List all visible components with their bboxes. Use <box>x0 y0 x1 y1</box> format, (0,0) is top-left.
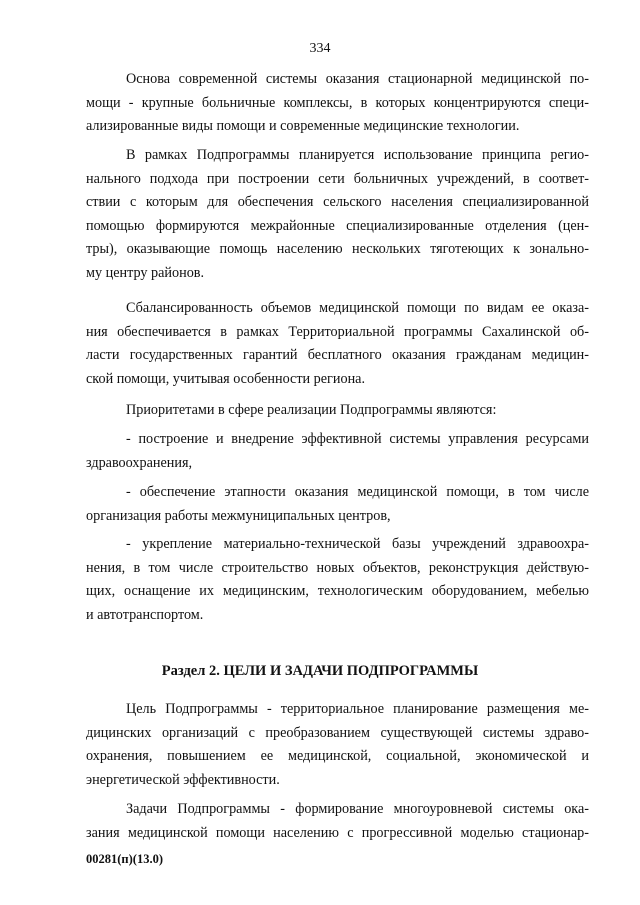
paragraph-1 <box>86 68 589 139</box>
paragraph-2 <box>86 144 589 285</box>
text-line: ствии с которым для обеспечения сельского населения специализированной <box>86 194 589 210</box>
text-line: Основа современной системы оказания стационарной медицинской по- <box>126 71 589 87</box>
text-line: Сбалансированность объемов медицинской помощи по видам ее оказа- <box>126 300 589 316</box>
paragraph-tasks <box>86 798 589 845</box>
text-line: - укрепление материально-технической базы учреждений здравоохра- <box>126 536 589 552</box>
list-item-1 <box>86 428 589 475</box>
document-code: 00281(п)(13.0) <box>86 852 163 866</box>
paragraph-goal <box>86 698 589 792</box>
text-line: организация работы межмуниципальных центров, <box>86 507 391 524</box>
text-line: энергетической эффективности. <box>86 771 280 788</box>
text-line: му центру районов. <box>86 264 205 281</box>
text-line: Цель Подпрограммы - территориальное планирование размещения ме- <box>126 701 589 717</box>
text-line: - построение и внедрение эффективной системы управления ресурсами <box>126 431 589 447</box>
text-line: охранения, повышением ее медицинской, социальной, экономической и <box>86 748 589 764</box>
text-line: Задачи Подпрограммы - формирование многоуровневой системы ока- <box>126 801 589 817</box>
text-line: дицинских организаций с преобразованием существующей системы здраво- <box>86 724 589 741</box>
section-heading: Раздел 2. ЦЕЛИ И ЗАДАЧИ ПОДПРОГРАММЫ <box>161 663 479 679</box>
text-line: мощи - крупные больничные комплексы, в которых концентрируются специ- <box>86 94 589 111</box>
text-line: здравоохранения, <box>86 454 193 471</box>
text-line: В рамках Подпрограммы планируется использование принципа регио- <box>126 147 589 163</box>
text-line: - обеспечение этапности оказания медицинской помощи, в том числе <box>126 484 589 500</box>
text-line: Приоритетами в сфере реализации Подпрограммы являются: <box>126 402 497 418</box>
paragraph-3 <box>86 297 589 391</box>
text-line: зания медицинской помощи населению с прогрессивной моделью стационар- <box>86 824 589 841</box>
text-line: щих, оснащение их медицинским, технологическим оборудованием, мебелью <box>86 583 589 599</box>
text-line: помощью формируются межрайонные специализированные отделения (цен- <box>86 217 589 234</box>
text-line: нения, в том числе строительство новых объектов, реконструкция действую- <box>86 559 589 576</box>
text-line: ской помощи, учитывая особенности региона. <box>86 370 366 387</box>
text-line: ния обеспечивается в рамках Территориальной программы Сахалинской об- <box>86 323 589 340</box>
text-line: и автотранспортом. <box>86 606 204 623</box>
list-item-3 <box>86 533 589 627</box>
paragraph-4 <box>86 399 589 423</box>
text-line: ласти государственных гарантий бесплатного оказания гражданам медицин- <box>86 347 589 363</box>
text-line: тры), оказывающие помощь населению нескольких тяготеющих к зонально- <box>86 241 589 257</box>
text-line: ализированные виды помощи и современные медицинские технологии. <box>86 118 520 134</box>
list-item-2 <box>86 481 589 528</box>
page-number: 334 <box>309 41 331 56</box>
text-line: нального подхода при построении сети больничных учреждений, в соответ- <box>86 170 589 187</box>
